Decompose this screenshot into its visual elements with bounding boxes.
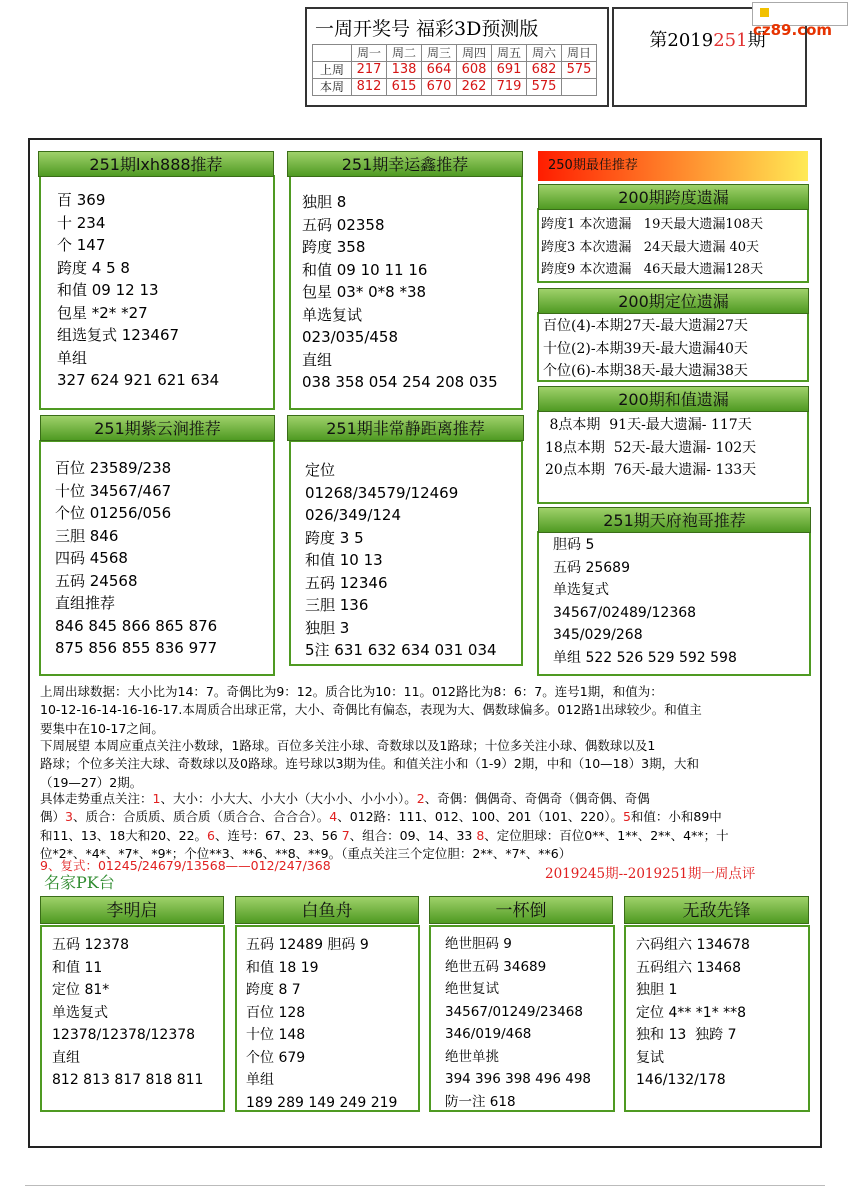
analysis-para-3 bbox=[40, 790, 810, 864]
text-line: 五码 25689 bbox=[553, 559, 630, 576]
draw-number: 615 bbox=[387, 79, 422, 96]
text-line: 直组推荐 bbox=[55, 594, 116, 612]
text-line: 个位 01256/056 bbox=[55, 504, 172, 522]
text-line: 12378/12378/12378 bbox=[52, 1027, 196, 1043]
text-line: 189 289 149 249 219 bbox=[246, 1094, 398, 1111]
item-number: 5 bbox=[622, 809, 631, 825]
day-cell: 周五 bbox=[492, 45, 527, 62]
analysis-para-2 bbox=[40, 737, 810, 792]
text-line: 34567/01249/23468 bbox=[445, 1003, 583, 1020]
draw-number: 670 bbox=[422, 79, 457, 96]
this-week-row bbox=[313, 79, 597, 96]
text-segment: 和11、13、18大和20、22。 bbox=[40, 827, 208, 843]
text-line: 复试 bbox=[636, 1049, 664, 1066]
draw-number: 217 bbox=[352, 62, 387, 79]
analysis-para-4: 9、复式：01245/24679/13568——012/247/368 bbox=[40, 858, 331, 873]
text-line: 个位(6)-本期38天-最大遗漏38天 bbox=[543, 363, 748, 379]
text-segment: 、定位胆球：百位0**、1**、2**、4**；十 bbox=[484, 827, 729, 843]
text-line: 五码 02358 bbox=[302, 215, 385, 234]
xyx-title: 251期幸运鑫推荐 bbox=[287, 151, 523, 177]
text-segment: 、连号：67、23、56 bbox=[214, 827, 342, 843]
text-line: 五码 12346 bbox=[305, 573, 388, 592]
expert-name: 一杯倒 bbox=[429, 896, 613, 924]
draw-number: 575 bbox=[562, 62, 597, 79]
text-line: 十位(2)-本期39天-最大遗漏40天 bbox=[543, 340, 748, 357]
day-cell: 周日 bbox=[562, 45, 597, 62]
text-line: 组选复式 123467 bbox=[57, 326, 180, 344]
text-line: 327 624 921 621 634 bbox=[57, 371, 220, 389]
row-label: 上周 bbox=[313, 62, 352, 79]
draw-number: 575 bbox=[527, 79, 562, 96]
text-line bbox=[40, 790, 810, 808]
pk-title: 名家PK台 bbox=[44, 873, 115, 892]
draw-number: 138 bbox=[387, 62, 422, 79]
text-line: 包星 *2* *27 bbox=[57, 303, 148, 322]
days-row bbox=[313, 45, 597, 62]
row-label: 本周 bbox=[313, 79, 352, 96]
xyx-lines bbox=[302, 191, 498, 394]
text-line: 单选复式 bbox=[52, 1004, 108, 1021]
text-line: 038 358 054 254 208 035 bbox=[302, 373, 498, 391]
issue-prefix: 第2019 bbox=[649, 30, 714, 51]
text-line: 个位 679 bbox=[246, 1049, 306, 1066]
text-line: 跨度 3 5 bbox=[305, 528, 364, 547]
last-week-row bbox=[313, 62, 597, 79]
text-line: 346/019/468 bbox=[445, 1026, 532, 1042]
text-line: 01268/34579/12469 bbox=[305, 483, 459, 502]
text-line: 个 147 bbox=[57, 236, 106, 254]
text-line: 34567/02489/12368 bbox=[553, 604, 697, 621]
text-line: （19—27）2期。 bbox=[40, 774, 143, 790]
expert-name: 无敌先锋 bbox=[624, 896, 809, 924]
item-number: 7 bbox=[341, 827, 350, 843]
text-segment: 、奇偶：偶偶奇、奇偶奇（偶奇偶、奇偶 bbox=[424, 791, 650, 806]
draw-number: 262 bbox=[457, 79, 492, 96]
text-line: 跨度 8 7 bbox=[246, 982, 301, 998]
item-number: 1 bbox=[152, 791, 161, 806]
text-line: 三胆 846 bbox=[55, 526, 119, 545]
day-cell: 周六 bbox=[527, 45, 562, 62]
text-line: 18点本期 52天-最大遗漏- 102天 bbox=[545, 439, 757, 456]
text-line: 十位 148 bbox=[246, 1027, 306, 1043]
text-line: 百位 128 bbox=[246, 1004, 306, 1021]
text-line: 和值 10 13 bbox=[305, 551, 383, 569]
text-line: 绝世复试 bbox=[445, 981, 499, 997]
text-segment: 、组合：09、14、33 bbox=[349, 827, 477, 843]
zyj-lines bbox=[55, 458, 217, 661]
text-line: 百 369 bbox=[57, 191, 106, 209]
text-line: 百位 23589/238 bbox=[55, 459, 172, 477]
text-segment: 、大小：小大大、小大小（大小小、小小小）。 bbox=[160, 791, 417, 806]
text-line: 和值 09 12 13 bbox=[57, 281, 159, 299]
text-line: 直组 bbox=[302, 350, 333, 369]
text-line: 345/029/268 bbox=[553, 627, 643, 643]
expert-lines bbox=[246, 935, 397, 1115]
text-line: 812 813 817 818 811 bbox=[52, 1072, 204, 1088]
text-line: 8点本期 91天-最大遗漏- 117天 bbox=[545, 417, 752, 433]
draw-number: 691 bbox=[492, 62, 527, 79]
text-segment: 、质合：合质质、质合质（质合合、合合合）。 bbox=[72, 809, 330, 825]
text-line: 026/349/124 bbox=[305, 506, 401, 524]
text-line: 定位 4** *1* **8 bbox=[636, 1004, 747, 1021]
draw-number bbox=[562, 79, 597, 96]
day-cell: 周三 bbox=[422, 45, 457, 62]
text-line: 十位 34567/467 bbox=[55, 481, 172, 500]
text-line: 防一注 618 bbox=[445, 1093, 516, 1110]
text-line: 875 856 855 836 977 bbox=[55, 639, 218, 657]
text-line: 跨度 4 5 8 bbox=[57, 258, 130, 277]
text-line bbox=[40, 808, 810, 826]
text-line: 跨度3 本次遗漏 24天最大遗漏 40天 bbox=[541, 239, 760, 255]
text-line: 定位 81* bbox=[52, 982, 110, 998]
draw-number: 664 bbox=[422, 62, 457, 79]
text-line: 胆码 5 bbox=[553, 537, 595, 553]
text-line: 独胆 8 bbox=[302, 193, 347, 211]
day-cell: 周四 bbox=[457, 45, 492, 62]
expert-name: 李明启 bbox=[40, 896, 224, 924]
logo-text: cz89.com bbox=[753, 21, 833, 39]
text-line: 绝世胆码 9 bbox=[445, 936, 512, 952]
logo-square-icon bbox=[760, 8, 769, 17]
text-line: 绝世单挑 bbox=[445, 1048, 499, 1065]
text-line: 023/035/458 bbox=[302, 328, 398, 346]
hzyl-lines bbox=[545, 415, 756, 483]
kdyl-title: 200期跨度遗漏 bbox=[538, 184, 809, 210]
issue-suffix: 期 bbox=[747, 30, 766, 51]
text-line: 下周展望 本周应重点关注小数球，1路球。百位多关注小球、奇数球以及1路球；十位多关注小球、偶数球以及1 bbox=[40, 738, 656, 753]
fcj-lines bbox=[305, 460, 497, 663]
text-line: 六码组六 134678 bbox=[636, 937, 750, 953]
text-line: 单组 522 526 529 592 598 bbox=[553, 649, 737, 666]
text-line: 定位 bbox=[305, 461, 336, 479]
draw-number: 608 bbox=[457, 62, 492, 79]
text-line: 直组 bbox=[52, 1049, 80, 1066]
text-line: 五码 24568 bbox=[55, 571, 138, 590]
hzyl-title: 200期和值遗漏 bbox=[538, 386, 809, 412]
lxh-lines bbox=[57, 189, 219, 392]
text-line: 5注 631 632 634 031 034 bbox=[305, 641, 497, 659]
text-line: 单选复式 bbox=[553, 582, 609, 598]
day-cell: 周二 bbox=[387, 45, 422, 62]
text-line: 394 396 398 496 498 bbox=[445, 1071, 592, 1087]
text-line: 四码 4568 bbox=[55, 549, 128, 567]
draw-number: 682 bbox=[527, 62, 562, 79]
text-line bbox=[40, 827, 810, 845]
item-number: 6 bbox=[207, 827, 215, 843]
item-number: 4 bbox=[329, 809, 338, 825]
dwyl-title: 200期定位遗漏 bbox=[538, 288, 809, 314]
issue-num: 251 bbox=[713, 30, 748, 51]
text-line: 20点本期 76天-最大遗漏- 133天 bbox=[545, 462, 757, 478]
text-line: 10-12-16-14-16-16-17.本周质合出球正常，大小、奇偶比有偏态，表现为大、偶数球偏多。012路1出球较少。和值主 bbox=[40, 702, 702, 718]
text-line: 跨度 358 bbox=[302, 238, 366, 256]
expert-lines bbox=[636, 935, 750, 1093]
dwyl-lines bbox=[543, 316, 748, 384]
kdyl-lines bbox=[541, 215, 763, 283]
expert-lines bbox=[52, 935, 203, 1093]
best-banner: 250期最佳推荐 bbox=[538, 151, 808, 181]
text-line: 和值 09 10 11 16 bbox=[302, 260, 428, 279]
text-segment: 和值：小和89中 bbox=[630, 809, 722, 825]
tfph-lines bbox=[553, 535, 737, 670]
text-line: 独胆 3 bbox=[305, 618, 350, 637]
fcj-title: 251期非常静距离推荐 bbox=[287, 415, 524, 441]
text-line: 跨度1 本次遗漏 19天最大遗漏108天 bbox=[541, 217, 764, 232]
text-line: 要集中在10-17之间。 bbox=[40, 720, 164, 736]
expert-lines bbox=[445, 935, 591, 1115]
review-title: 2019245期--2019251期一周点评 bbox=[545, 866, 756, 882]
header-title: 一周开奖号 福彩3D预测版 bbox=[315, 18, 539, 40]
analysis-para-1 bbox=[40, 683, 810, 738]
tfph-title: 251期天府袍哥推荐 bbox=[538, 507, 811, 533]
text-line: 三胆 136 bbox=[305, 596, 369, 614]
zyj-title: 251期紫云涧推荐 bbox=[40, 415, 275, 441]
text-segment: 位*2*、*4*、*7*、*9*；个位**3、**6、**8、**9。（重点关注三个定位胆：2**、*7*、**6） bbox=[40, 846, 572, 862]
text-line: 独和 13 独跨 7 bbox=[636, 1027, 737, 1043]
expert-name: 白鱼舟 bbox=[235, 896, 419, 924]
corner-cell bbox=[313, 45, 352, 62]
item-number: 3 bbox=[65, 809, 73, 825]
text-line: 846 845 866 865 876 bbox=[55, 616, 218, 635]
text-line: 绝世五码 34689 bbox=[445, 958, 547, 975]
text-segment: 偶） bbox=[40, 809, 66, 825]
text-line: 百位(4)-本期27天-最大遗漏27天 bbox=[543, 318, 748, 334]
text-line: 单选复试 bbox=[302, 305, 363, 324]
item-number: 8 bbox=[476, 827, 485, 843]
text-line: 路球；个位多关注大球、奇数球以及0路球。连号球以3期为佳。和值关注小和（1-9）2期，中和（10—18）3期，大和 bbox=[40, 756, 700, 772]
text-line: 单组 bbox=[246, 1072, 274, 1088]
text-segment: 具体走势重点关注： bbox=[40, 791, 153, 806]
text-line: 和值 18 19 bbox=[246, 959, 319, 976]
draw-number: 812 bbox=[352, 79, 387, 96]
day-cell: 周一 bbox=[352, 45, 387, 62]
text-line: 和值 11 bbox=[52, 959, 103, 976]
lxh-title: 251期lxh888推荐 bbox=[38, 151, 274, 177]
weekly-draw-table bbox=[312, 44, 597, 96]
text-line: 单组 bbox=[57, 348, 88, 367]
text-segment: 、012路：111、012、100、201（101、220）。 bbox=[337, 809, 623, 825]
text-line: 五码 12489 胆码 9 bbox=[246, 937, 369, 953]
bottom-divider bbox=[25, 1185, 825, 1186]
text-line: 独胆 1 bbox=[636, 982, 678, 998]
text-line: 十 234 bbox=[57, 213, 106, 232]
text-line: 包星 03* 0*8 *38 bbox=[302, 283, 427, 301]
text-line: 上周出球数据：大小比为14：7。奇偶比为9：12。质合比为10：11。012路比为8：6：7。连号1期，和值为： bbox=[40, 684, 663, 699]
text-line: 五码组六 13468 bbox=[636, 959, 741, 976]
text-line: 跨度9 本次遗漏 46天最大遗漏128天 bbox=[541, 262, 764, 277]
site-logo[interactable] bbox=[752, 2, 848, 39]
text-line: 146/132/178 bbox=[636, 1072, 726, 1088]
draw-number: 719 bbox=[492, 79, 527, 96]
text-line: 五码 12378 bbox=[52, 937, 129, 953]
item-number: 2 bbox=[416, 791, 425, 806]
